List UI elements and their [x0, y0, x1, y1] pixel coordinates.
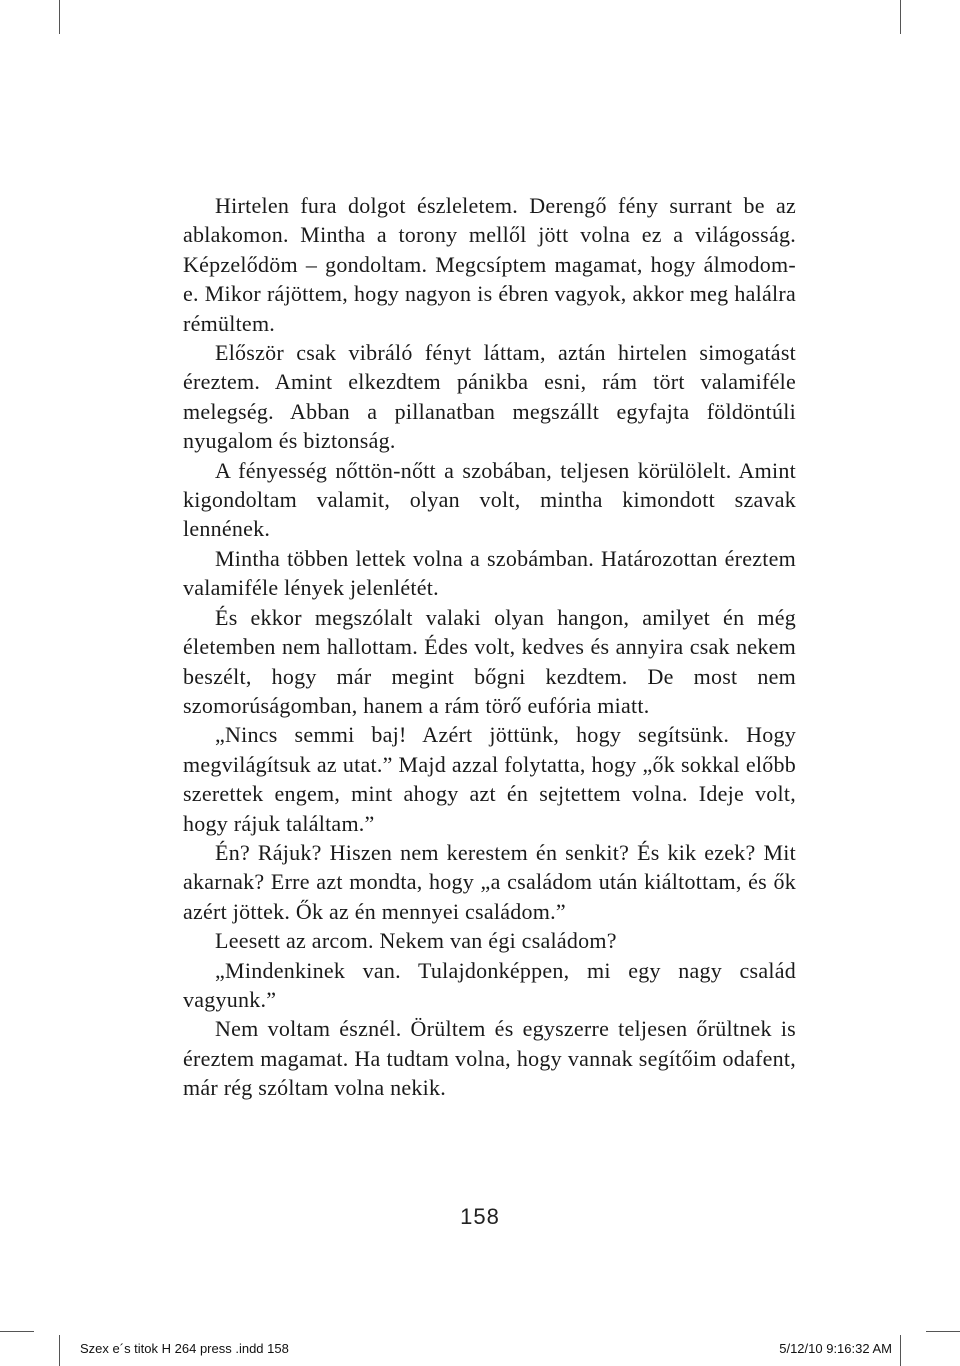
crop-mark-bottom-right-vertical: [900, 1335, 901, 1366]
slug-timestamp: 5/12/10 9:16:32 AM: [779, 1341, 892, 1356]
paragraph: Leesett az arcom. Nekem van égi családom?: [215, 928, 617, 954]
crop-mark-top-right: [900, 0, 901, 34]
page-number: 158: [460, 1204, 500, 1229]
paragraph: Hirtelen fura dolgot észleletem. Derengő fény surrant be az ablakomon. Mintha a torony mellől jött volna ez a világosság. Képzelődöm – gondoltam. Megcsíptem magamat, hogy álmodom-e. Mikor rájöttem, hogy nagyon is ébren vagyok, akkor meg halálra rémültem.: [183, 193, 796, 336]
paragraph: Először csak vibráló fényt láttam, aztán hirtelen simogatást éreztem. Amint elkezdtem pánikba esni, rám tört valamiféle melegség. Abban a pillanatban megszállt egyfajta földöntúli nyugalom és biztonság.: [183, 340, 796, 454]
paragraph: Én? Rájuk? Hiszen nem kerestem én senkit? És kik ezek? Mit akarnak? Erre azt mondta, hogy „a családom után kiáltottam, és ők azért jöttek. Ők az én mennyei családom.”: [183, 839, 796, 924]
body-text: [183, 191, 796, 1103]
print-slug: [60, 1331, 900, 1366]
crop-mark-bottom-left: [0, 1331, 34, 1332]
paragraph: „Nincs semmi baj! Azért jöttünk, hogy segítsünk. Hogy megvilágítsuk az utat.” Majd azzal folytatta, hogy „ők sokkal előbb szerettek engem, mint ahogy azt én sejtettem volna. Ideje volt, hogy rájuk találtam.”: [183, 722, 796, 836]
paragraph: Mintha többen lettek volna a szobámban. Határozottan éreztem valamiféle lények jelenlétét.: [183, 545, 796, 601]
paragraph: „Mindenkinek van. Tulajdonképpen, mi egy nagy család vagyunk.”: [183, 957, 796, 1012]
crop-mark-top-left: [59, 0, 60, 34]
paragraph: Nem voltam észnél. Örültem és egyszerre teljesen őrültnek is éreztem magamat. Ha tudtam volna, hogy vannak segítőim odafent, már rég szóltam volna nekik.: [183, 1016, 796, 1101]
slug-file-name: Szex e´s titok H 264 press .indd 158: [80, 1341, 289, 1356]
crop-mark-bottom-right: [926, 1331, 960, 1332]
paragraph: A fényesség nőttön-nőtt a szobában, teljesen körülölelt. Amint kigondoltam valamit, olyan volt, mintha kimondott szavak lennének.: [183, 457, 796, 542]
paragraph: És ekkor megszólalt valaki olyan hangon, amilyet én még életemben nem hallottam. Édes volt, kedves és annyira csak nekem beszélt, hogy már megint bőgni kezdtem. De most nem szomorúságomban, hanem a rám törő eufória miatt.: [183, 604, 796, 718]
